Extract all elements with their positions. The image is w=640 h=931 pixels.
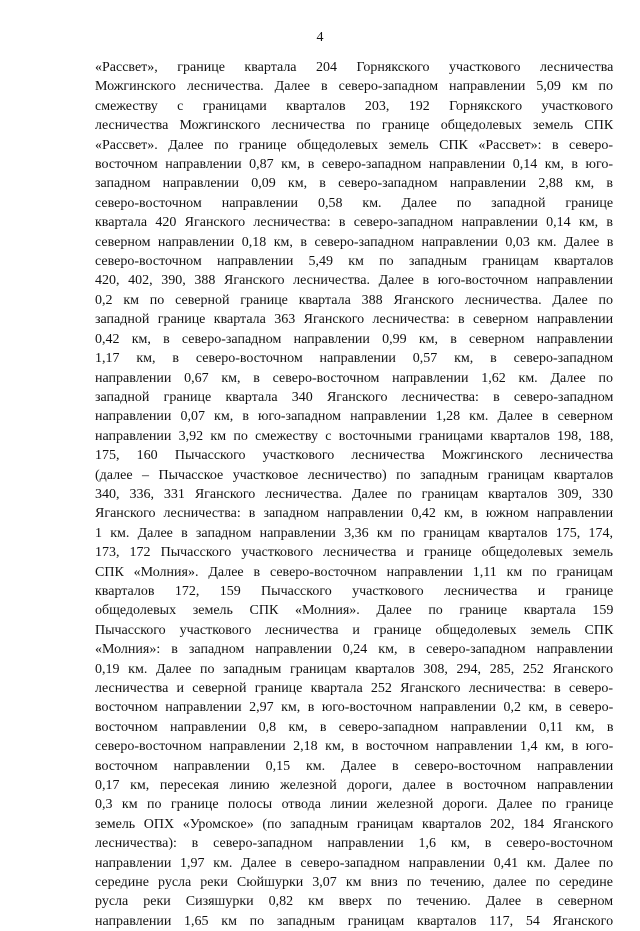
text-line: 1,17 км, в северо-восточном направлении 0,57 км, в северо-западном [95,351,614,367]
text-line: восточном направлении 0,8 км, в северо-западном направлении 0,11 км, в [95,719,614,735]
text-line: лесничества Можгинского лесничества по границе общедолевых земель СПК [95,118,614,134]
text-line: лесничества): в северо-западном направлении 1,6 км, в северо-восточном [95,836,613,852]
text-line: общедолевых земель СПК «Молния». Далее по границе квартала 159 [95,603,614,619]
text-line: направлении 1,65 км по западным границам кварталов 117, 54 Яганского [95,913,614,929]
text-line: северо-восточном направлении 2,18 км, в восточном направлении 1,4 км, в юго- [95,739,614,755]
text-line: середине русла реки Сюйшурки 3,07 км вниз по течению, далее по середине [95,875,613,891]
text-line: направлении 0,67 км, в северо-восточном направлении 1,62 км. Далее по [95,370,613,386]
text-line: направлении 1,97 км. Далее в северо-западном направлении 0,41 км. Далее по [95,855,614,871]
text-line: северо-восточном направлении 5,49 км по западным границам кварталов [95,254,614,270]
text-line: «Рассвет», границе квартала 204 Горнякского участкового лесничества [95,60,614,75]
body-paragraph [95,58,613,931]
text-line: Пычасского участкового лесничества и границе общедолевых земель СПК [95,622,614,638]
text-line: направлении 3,92 км по смежеству с восточными границами кварталов 198, 188, [95,428,614,444]
text-line: 420, 402, 390, 388 Яганского лесничества. Далее в юго-восточном направлении [95,273,613,289]
text-line: направлении 0,07 км, в юго-западном направлении 1,28 км. Далее в северном [95,409,613,425]
text-line: западной границе квартала 340 Яганского лесничества: в северо-западном [95,389,614,405]
text-line: «Рассвет». Далее по границе общедолевых земель СПК «Рассвет»: в северо- [95,137,613,153]
text-line: западной границе квартала 363 Яганского лесничества: в северном направлении [95,312,614,328]
text-line: 340, 336, 331 Яганского лесничества. Далее по границам кварталов 309, 330 [95,486,613,502]
text-line: 1 км. Далее в западном направлении 3,36 км по границам кварталов 175, 174, [95,525,613,541]
text-line: 0,42 км, в северо-западном направлении 0,99 км, в северном направлении [95,331,613,347]
text-line: (далее – Пычасское участковое лесничество) по западным границам кварталов [95,467,614,483]
text-line: 0,2 км по северной границе квартала 388 Яганского лесничества. Далее по [95,292,613,308]
text-line: русла реки Сизяшурки 0,82 км вверх по течению. Далее в северном [95,894,614,910]
page-number: 4 [316,30,324,45]
text-line: западном направлении 0,09 км, в северо-западном направлении 2,88 км, в [95,176,613,192]
text-line: восточном направлении 0,87 км, в северо-западном направлении 0,14 км, в юго- [95,157,613,173]
text-line: СПК «Молния». Далее в северо-восточном направлении 1,11 км по границам [95,564,613,580]
text-line: «Молния»: в западном направлении 0,24 км, в северо-западном направлении [95,642,613,658]
text-line: 175, 160 Пычасского участкового лесничества Можгинского лесничества [95,448,614,464]
text-line: земель ОПХ «Уромское» (по западным границам кварталов 202, 184 Яганского [95,816,614,832]
text-line: 0,19 км. Далее по западным границам кварталов 308, 294, 285, 252 Яганского [95,661,614,677]
text-line: 0,17 км, пересекая линию железной дороги, далее в восточном направлении [95,778,614,794]
text-line: 0,3 км по границе полосы отвода линии железной дороги. Далее по границе [95,797,614,813]
text-line: восточном направлении 2,97 км, в юго-восточном направлении 0,2 км, в северо- [95,700,614,716]
text-line: 173, 172 Пычасского участкового лесничества и границе общедолевых земель [95,545,613,561]
text-line: квартала 420 Яганского лесничества: в северо-западном направлении 0,14 км, в [95,215,613,231]
text-line: восточном направлении 0,15 км. Далее в северо-восточном направлении [95,758,614,774]
text-line: северном направлении 0,18 км, в северо-западном направлении 0,03 км. Далее в [95,234,614,250]
text-line: кварталов 172, 159 Пычасского участкового лесничества и границе [95,583,614,599]
text-line: Яганского лесничества: в западном направлении 0,42 км, в южном направлении [95,506,614,522]
text-line: лесничества и северной границе квартала 252 Яганского лесничества: в северо- [95,681,613,696]
text-line: Можгинского лесничества. Далее в северо-западном направлении 5,09 км по [95,79,614,95]
text-line: смежеству с границами кварталов 203, 192 Горнякского участкового [95,98,614,114]
text-line: северо-восточном направлении 0,58 км. Далее по западной границе [95,195,614,211]
